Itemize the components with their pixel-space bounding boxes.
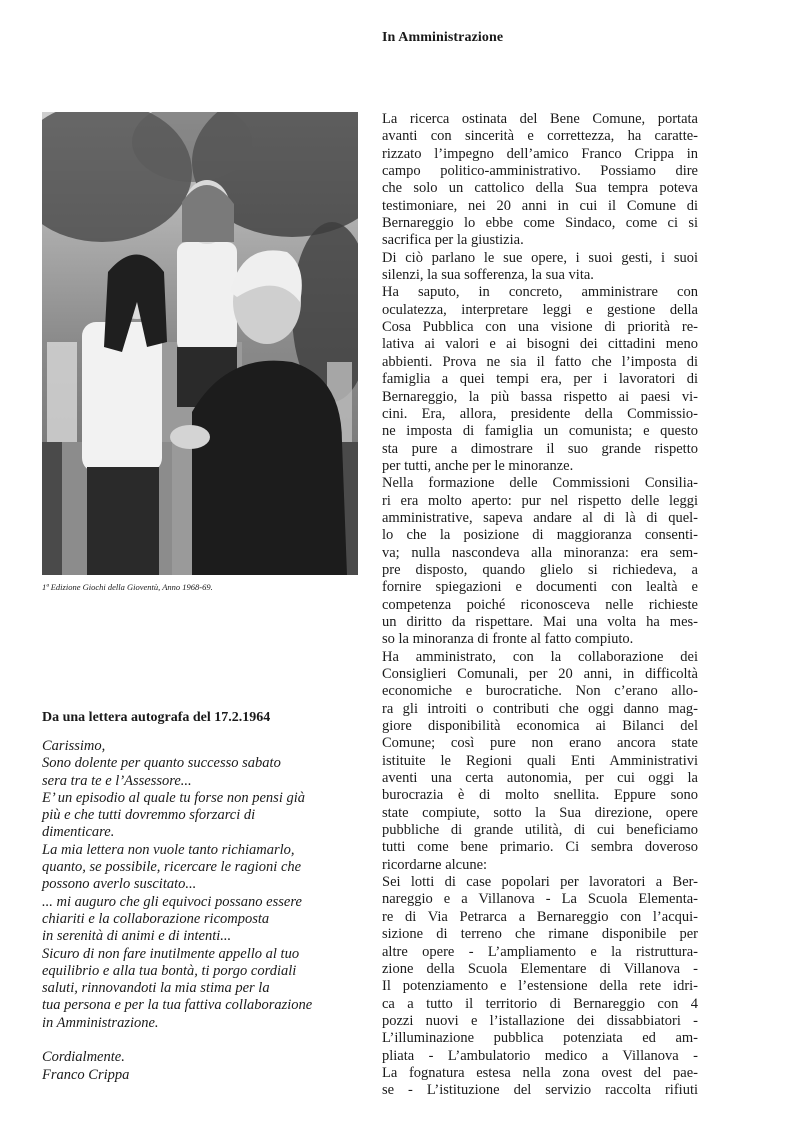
letter-spacer [42,1032,372,1049]
article-line: ri era molto aperto: pur nel rispetto delle leggi [382,492,698,509]
article-line: ne imposta di famiglia un comunista; e questo [382,423,698,440]
article-line: un diritto da rispettare. Mai una volta ha mes- [382,613,698,630]
article-line: amministrative, sapeva andare al di là di quel- [382,509,698,526]
photo-caption: 1ª Edizione Giochi della Gioventù, Anno 1968-69. [42,582,213,592]
article-line: se - L’istituzione del servizio raccolta rifiuti [382,1082,698,1099]
photo-illustration [42,112,358,575]
letter-line: in Amministrazione. [42,1014,159,1031]
article-line: Sei lotti di case popolari per lavoratori a Ber- [382,874,698,891]
letter-line: ... mi auguro che gli equivoci possano essere [42,893,302,910]
article-line: ricordarne alcune: [382,856,488,873]
letter-line: quanto, se possibile, ricercare le ragioni che [42,859,302,876]
article-line: lativa ai valori e ai bisogni dei cittadini meno [382,336,698,353]
article-line: sta pure a dimostrare il suo grande rispetto [382,440,698,457]
letter-line: E’ un episodio al quale tu forse non pensi già [42,789,305,806]
letter-line: sera tra te e l’Assessore... [42,772,192,789]
section-title: In Amministrazione [382,30,504,45]
article-line: ca a tutto il territorio di Bernareggio con 4 [382,995,698,1012]
article-line: L’illuminazione pubblica potenziata ed am- [382,1030,698,1047]
article-line: campo politico-amministrativo. Possiamo dire [382,163,698,180]
article-line: nareggio e a Villanova - La Scuola Elementa- [382,891,698,908]
award-ceremony-photo [42,112,358,575]
letter-line: dimenticare. [42,824,115,841]
article-line: Comune; così pure non erano ancora state [382,735,698,752]
article-line: so la minoranza di fronte al fatto compiuto. [382,631,634,648]
article-line: testimoniare, nei 20 anni in cui il Comune di [382,197,698,214]
article-line: Il potenziamento e l’estensione della rete idri- [382,978,698,995]
article-line: altre opere - L’ampliamento e la ristruttura- [382,943,698,960]
letter-line: La mia lettera non vuole tanto richiamarlo, [42,841,295,858]
article-line: Bernareggio, la più bassa rispetto ai paesi vi- [382,388,698,405]
article-line: pliata - L’ambulatorio medico a Villanova - [382,1047,698,1064]
letter-line: Sono dolente per quanto successo sabato [42,755,281,772]
letter-line: in serenità di animi e di intenti... [42,928,232,945]
letter-line: più e che tutti dovremmo sforzarci di [42,807,256,824]
article-line: avanti con sincerità e correttezza, ha caratte- [382,128,698,145]
article-line: abbienti. Prova ne sia il fatto che l’imposta di [382,353,698,370]
article-line: burocrazia è di molto snellita. Eppure sono [382,787,698,804]
letter-line: Sicuro di non fare inutilmente appello al tuo [42,945,300,962]
letter-lines [42,738,372,1032]
letter-line: tua persona e per la tua fattiva collaborazione [42,997,313,1014]
letter-line: saluti, rinnovandoti la mia stima per la [42,980,270,997]
article-line: Ha saputo, in concreto, amministrare con [382,284,698,301]
article-line: pubbliche di grande utilità, di cui beneficiamo [382,822,698,839]
article-line: Nella formazione delle Commissioni Consilia- [382,475,698,492]
article-line: economiche e burocratiche. Non c’erano allo- [382,683,698,700]
letter-line: chiariti e la collaborazione ricomposta [42,910,270,927]
article-line: fornire spiegazioni e documenti con lealtà e [382,579,698,596]
article-line: lo che la posizione di maggioranza consenti- [382,527,698,544]
article-line: sizione di terreno che rimane disponibile per [382,926,698,943]
article-line: va; nulla nascondeva alla minoranza: era sem- [382,544,698,561]
letter-closing: Cordialmente. [42,1049,125,1066]
article-line: Bernareggio lo ebbe come Sindaco, come ci si [382,215,698,232]
article-line: La fognatura estesa nella zona ovest del pae- [382,1064,698,1081]
letter-line: possono averlo suscitato... [42,876,197,893]
letter-line: Carissimo, [42,738,106,754]
article-line: pre disposto, quando glielo si richiedeva, a [382,561,698,578]
article-line: famiglia a quei tempi era, per i lavoratori di [382,371,698,388]
article-line: ra gli introiti o contributi che oggi danno mag- [382,700,698,717]
article-line: istituite le Regioni quali Enti Amministrativi [382,752,698,769]
article-line: zione della Scuola Elementare di Villanova - [382,960,698,977]
article-line: sacrifica per la giustizia. [382,232,524,249]
letter-line: equilibrio e alla tua bontà, ti porgo cordiali [42,962,297,979]
article-line: Consiglieri Comunali, per 20 anni, in difficoltà [382,666,698,682]
article-line: oculatezza, interpretare leggi e gestione della [382,301,698,318]
article-line: cini. Era, allora, presidente della Commissio- [382,405,698,422]
article-line: tutti come bene primario. Ci sembra doveroso [382,839,698,856]
article-line: silenzi, la sua sofferenza, la sua vita. [382,267,594,284]
article-line: aventi una certa autonomia, per cui oggi la [382,770,698,787]
article-line: La ricerca ostinata del Bene Comune, portata [382,111,698,127]
article-line: rizzato l’impegno dell’amico Franco Crippa in [382,145,698,162]
article-line: che solo un cattolico della Sua tempra poteva [382,180,698,197]
article-line: competenza poiché riconosceva nelle richieste [382,596,698,613]
letter-signature: Franco Crippa [42,1066,130,1083]
article-line: re di Via Petrarca a Bernareggio con l’acqui- [382,908,698,925]
article-body [382,111,698,1100]
article-line: state compiute, sotto la Sua direzione, opere [382,804,698,821]
article-line: giore disponibilità economica ai Bilanci del [382,718,698,735]
letter-title: Da una lettera autografa del 17.2.1964 [42,710,271,725]
article-line: Cosa Pubblica con una visione di priorità re- [382,319,698,336]
article-line: Di ciò parlano le sue opere, i suoi gesti, i suoi [382,249,698,266]
article-line: Ha amministrato, con la collaborazione dei [382,648,698,665]
article-line: per tutti, anche per le minoranze. [382,457,574,474]
letter-body [42,738,372,1084]
article-line: pozzi nuovi e l’istallazione dei dissabbiatori - [382,1012,698,1029]
